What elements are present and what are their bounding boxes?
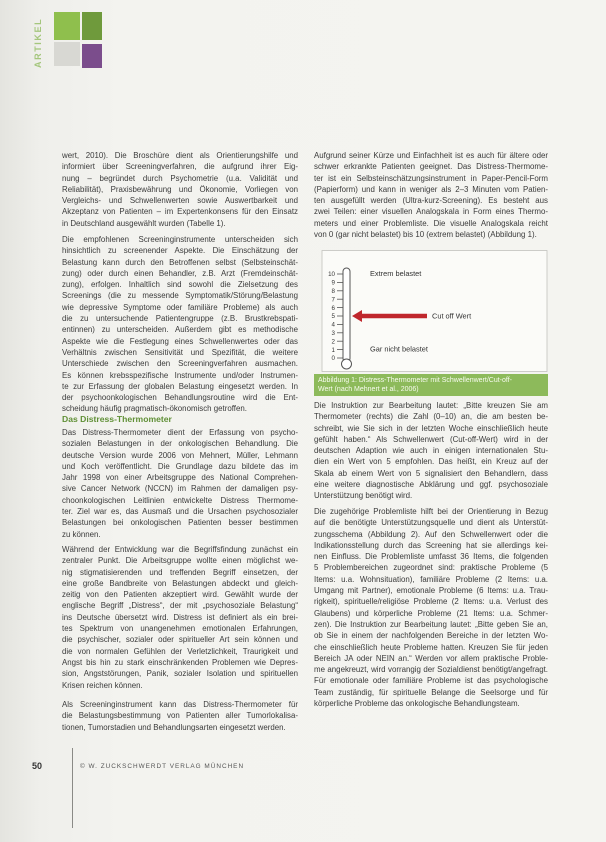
text-line: die zu untersuchende Patientengruppe (z.B. Brustkrebspati-: [62, 314, 298, 324]
text-line: Aspekte wie die Festlegung eines Schwellenwertes oder das: [62, 336, 298, 346]
text-line: eine große Bandbreite von Belastungen abdeckt und gleich-: [62, 578, 298, 588]
text-line: scheidung häufig pragmatisch-ökonomisch getroffen.: [62, 404, 247, 414]
text-line: die von normalen Gefühlen der Verletzlichkeit, Traurigkeit und: [62, 646, 298, 656]
text-line: Für emotionale oder familiäre Probleme ist das psychologische: [314, 676, 548, 686]
text-line: Unterschiede zwischen den Screeningverfahren ausmachen.: [62, 359, 298, 369]
figure-caption: [314, 374, 548, 396]
scale-label: 2: [331, 338, 335, 346]
footer-divider: [72, 748, 73, 828]
text-line: me angekreuzt, wird vorrangig der Sozialdienst benötigt/angefragt.: [314, 665, 548, 675]
text-line: zungsschema (Abbildung 2). Auf den Schwellenwert oder die: [314, 529, 548, 539]
scale-label: 9: [331, 279, 335, 287]
text-line: (Papierform) und kann in weniger als 2–3 Minuten vom Patien-: [314, 184, 548, 194]
text-line: Es können krebsspezifische Instrumente und/oder Instrumen-: [62, 370, 298, 380]
text-line: Belastungen bei onkologischen Patienten besser bestimmen: [62, 518, 298, 528]
text-line: und Koch veröffentlicht. Die Grundlage dazu bildete das im: [62, 461, 298, 471]
paragraph: [314, 506, 548, 709]
text-line: Angst bis hin zu stark einschränkenden Problemen wie Depres-: [62, 657, 298, 667]
text-line: entinnen) zu unterscheiden. Außerdem gibt es methodische: [62, 325, 298, 335]
text-line: eine weitere diagnostische Abklärung und ggf. psychosoziale: [314, 480, 548, 490]
text-line: Die zugehörige Problemliste hilft bei der Orientierung in Bezug: [314, 507, 548, 516]
text-line: auf die benötigte Unterstützungsquelle und dient als Unterstüt-: [314, 518, 548, 528]
text-line: zen). Die Instruktion zur Bearbeitung lautet: „Bitte geben Sie an,: [314, 619, 548, 629]
text-line: Team zuständig, für spirituelle Belange die Seelsorge und für: [314, 687, 548, 697]
distress-thermometer-figure: [314, 250, 548, 372]
text-line: ob Sie in einem der nachfolgenden Bereiche in der letzten Wo-: [314, 631, 548, 641]
text-line: tionen, Tumorstadien und Behandlungsarten eingesetzt werden.: [62, 722, 286, 732]
text-line: Jahr 1998 von einer Arbeitsgruppe des National Comprehen-: [62, 473, 298, 483]
text-line: Aufgrund seiner Kürze und Einfachheit ist es auch für ältere oder: [314, 151, 548, 160]
text-line: ten ausgefüllt werden (Ultra-kurz-Screening). Es besteht aus: [314, 196, 548, 206]
text-line: Als Screeninginstrument kann das Distress-Thermometer für: [62, 700, 298, 709]
label-cutoff: Cut off Wert: [432, 311, 472, 321]
text-line: Vergleichs- und Schwellenwerten sowie Auswertbarkeit und: [62, 196, 298, 206]
text-line: ins Deutsche übersetzt wird. Distress ist definiert als ein brei-: [62, 612, 298, 622]
text-line: gefühlt haben.“ Als Schwellenwert (Cut-off-Wert) wird in der: [314, 434, 548, 444]
text-line: Unterstützung benötigt wird.: [314, 491, 413, 501]
text-line: ter. Ziel war es, das Ausmaß und die Ursachen psychosozialer: [62, 507, 298, 517]
text-line: che einschließlich heute Probleme hatten. Kreuzen Sie für jeden: [314, 642, 548, 652]
scale-label: 3: [331, 330, 335, 337]
text-line: tes Spektrum von unangenehmen emotionalen Erfahrungen,: [62, 624, 298, 634]
text-line: sive Cancer Network (NCCN) im Rahmen der damaligen psy-: [62, 484, 298, 494]
color-block-dark-green: [82, 12, 102, 40]
label-extreme-distress: Extrem belastet: [370, 269, 422, 278]
scale-label: 6: [331, 304, 335, 312]
scale-label: 4: [331, 321, 335, 329]
text-line: Belastung kann durch den Betroffenen selbst (Selbsteinschät-: [62, 257, 298, 267]
text-line: hinsichtlich zu screenender Aspekte. Die Einschätzung der: [62, 246, 298, 256]
text-line: Thermometer (rechts) die Zahl (0–10) an, die am besten be-: [314, 412, 548, 422]
text-line: Reliabilität), Praxisbewährung und Ökonomie, Vorliegen von: [62, 184, 298, 194]
paragraph: [314, 400, 548, 502]
text-line: Skala ab einem Wert von 5 signalisiert den Behandlern, dass: [314, 468, 548, 478]
text-line: Krisen reichen können.: [62, 680, 143, 690]
text-line: zung) oder durch einen Behandler, z.B. Arzt (Fremdeinschät-: [62, 268, 298, 278]
paragraph: [314, 150, 548, 240]
text-line: wie depressive Symptome oder familiäre Probleme) als auch: [62, 302, 298, 312]
text-line: zwei Teilen: einer visuellen Analogskala in Form eines Thermo-: [314, 207, 548, 217]
text-line: in Deutschland ausgewählt wurden (Tabelle 1).: [62, 218, 226, 228]
text-line: Während der Entwicklung war die Begriffsfindung zunächst ein: [62, 545, 298, 554]
scale-label: 0: [331, 355, 335, 363]
text-line: zentraler Punkt. Die Arbeitsgruppe wollte einen möglichst we-: [62, 556, 298, 566]
text-line: der psychoonkologischen Behandlungsroutine wird die Ent-: [62, 393, 298, 403]
section-label: ARTIKEL: [33, 17, 43, 68]
paragraph: [62, 234, 298, 415]
paragraph: [62, 699, 298, 733]
text-line: Verhältnis zwischen Sensitivität und Spezifität, die weitere: [62, 347, 298, 357]
text-line: Screenings (die zu messende Symptomatik/Störung/Belastung: [62, 291, 298, 301]
paragraph: [62, 427, 298, 540]
text-line: rigkeit), spirituelle/religiöse Probleme (2 Items: u.a. Verlust des: [314, 597, 548, 607]
text-line: schreibt, wie Sie sich in der letzten Woche einschließlich heute: [314, 423, 548, 433]
text-line: Umgang mit Partner), emotionale Probleme (6 Items: u.a. Trau-: [314, 586, 548, 596]
text-line: te zur Erfassung der globalen Belastung eingesetzt werden. In: [62, 381, 298, 391]
text-line: meters und einer Problemliste. Die visuelle Analogskala reicht: [314, 218, 548, 228]
scale-label: 10: [328, 271, 335, 279]
thermometer-bulb: [342, 359, 352, 369]
text-line: zung), erfolgen. Inhaltlich sind sowohl die Zielsetzung des: [62, 280, 298, 290]
text-line: informiert über Screeningverfahren, die aufgrund ihrer Eig-: [62, 162, 298, 172]
text-line: von 0 (gar nicht belastet) bis 10 (extrem belastet) (Abbildung 1).: [314, 230, 537, 240]
text-line: schwer erkrankte Patienten geeignet. Das Distress-Thermome-: [314, 162, 548, 172]
text-line: choonkologischen Leitlinien entwickelte Distress Thermome-: [62, 495, 298, 505]
scale-label: 1: [331, 346, 335, 354]
paragraph: [62, 150, 298, 229]
text-line: Die empfohlenen Screeninginstrumente unterscheiden sich: [62, 235, 298, 244]
text-line: Die Instruktion zur Bearbeitung lautet: „Bitte kreuzen Sie am: [314, 401, 548, 410]
text-line: wert, 2010). Die Broschüre dient als Orientierungshilfe und: [62, 151, 298, 160]
color-block-green: [54, 12, 80, 40]
color-block-purple: [82, 44, 102, 68]
text-line: Glaubens) und körperliche Probleme (21 Items: u.a. Schmer-: [314, 608, 548, 618]
text-line: 5 Problembereichen zugeordnet sind: praktische Probleme (5: [314, 563, 548, 573]
text-line: nung – begründet durch Psychometrie (u.a. Validität und: [62, 173, 298, 183]
caption-line: Wert (nach Mehnert et al., 2006): [318, 386, 419, 393]
scale-label: 7: [331, 296, 335, 304]
text-line: körperliche Probleme das onkologische Behandlungsteam.: [314, 699, 520, 709]
caption-line: Abbildung 1: Distress-Thermometer mit Schwellenwert/Cut-off-: [318, 377, 512, 384]
text-line: nen Einfluss. Die Problemliste umfasst 36 Items, die folgenden: [314, 552, 548, 562]
text-line: deutschen Adaption wie auch in einigen internationalen Stu-: [314, 446, 548, 456]
page-number: 50: [32, 761, 43, 771]
publisher-credit: © W. ZUCKSCHWERDT VERLAG MÜNCHEN: [80, 763, 245, 770]
scale-label: 5: [331, 313, 335, 321]
text-line: Bereich JA oder NEIN an.“ Werden vor allem praktische Proble-: [314, 653, 548, 663]
text-line: zeitig von den Patienten akzeptiert wird. Gewählt wurde der: [62, 590, 298, 600]
text-line: die Belastungsbestimmung von Patienten aller Tumorlokalisa-: [62, 711, 298, 721]
text-line: ter ist ein Selbsteinschätzungsinstrument in Paper-Pencil-Form: [314, 173, 548, 183]
text-line: deutsche Version wurde 2006 von Mehnert, Müller, Lehmann: [62, 450, 298, 460]
text-line: nig stigmatisierenden und treffenden Begriff einsetzen, der: [62, 567, 298, 577]
text-line: die psychischer, sozialer oder spiritueller Art sein können und: [62, 635, 298, 645]
paragraph: [62, 544, 298, 691]
text-line: zu können.: [62, 529, 101, 539]
scale-label: 8: [331, 288, 335, 295]
text-line: Das Distress-Thermometer dient der Erfassung von psycho-: [62, 428, 298, 437]
section-heading: Das Distress-Thermometer: [62, 414, 172, 424]
text-line: Akzeptanz von Patienten – im Expertenkonsens für den Einsatz: [62, 207, 298, 217]
text-line: dien ein Wert von 5 empfohlen. Das heißt, ein Kreuz auf der: [314, 457, 548, 467]
thermometer-tube: [343, 268, 350, 362]
color-block-grey: [54, 42, 80, 66]
text-line: Items: u.a. Wohnsituation), familiäre Probleme (2 Items: u.a.: [314, 574, 548, 584]
text-line: sozialen Belastungen in der onkologischen Behandlung. Die: [62, 439, 298, 449]
text-line: englische Begriff „Distress“, der mit „psychosoziale Belastung“: [62, 601, 298, 611]
text-line: Indikationsstellung durch das Screening hat sie allerdings kei-: [314, 540, 548, 550]
label-no-distress: Gar nicht belastet: [370, 344, 428, 354]
text-line: sion, Angststörungen, Panik, sozialer Isolation und spirituellen: [62, 669, 298, 679]
